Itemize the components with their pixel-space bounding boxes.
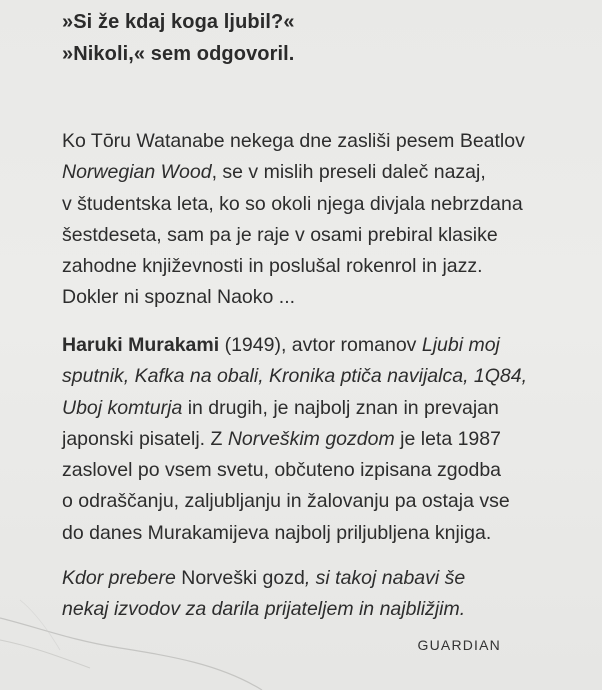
book-title: Norveški gozd — [181, 567, 305, 589]
quote-line: »Si že kdaj koga ljubil?« — [62, 11, 295, 33]
quote-line: »Nikoli,« sem odgovoril. — [62, 43, 295, 65]
book-titles: sputnik, Kafka na obali, Kronika ptiča navijalca, 1Q84, — [62, 365, 528, 388]
review-source: GUARDIAN — [417, 637, 501, 653]
author-paragraph — [62, 330, 527, 549]
text-line — [62, 361, 527, 392]
book-title: Ljubi moj — [421, 334, 500, 356]
text-line — [62, 393, 527, 424]
text-line — [62, 424, 527, 455]
text-line: Dokler ni spoznal Naoko ... — [62, 286, 296, 309]
text-fragment: Kdor prebere — [62, 567, 182, 589]
text-fragment: nekaj izvodov za darila prijateljem in najbližjim. — [62, 598, 466, 621]
text-fragment: (1949), avtor romanov — [219, 334, 422, 356]
book-title: Uboj komturja — [62, 396, 183, 419]
song-title: Norwegian Wood — [62, 161, 212, 184]
text-line: zahodne književnosti in poslušal rokenrol in jazz. — [62, 255, 483, 278]
text-line — [62, 157, 525, 188]
opening-quote — [62, 6, 295, 70]
text-line: o odraščanju, zaljubljanju in žalovanju pa ostaja vse — [62, 490, 510, 513]
text-line: šestdeseta, sam pa je raje v osami prebiral klasike — [62, 223, 498, 246]
text-line: do danes Murakamijeva najbolj priljubljena knjiga. — [62, 521, 492, 544]
text-fragment: , si takoj nabavi še — [304, 567, 466, 589]
text-line — [62, 330, 527, 361]
text-line — [62, 594, 465, 625]
text-fragment: in drugih, je najbolj znan in prevajan — [182, 396, 499, 419]
text-fragment: je leta 1987 — [394, 427, 501, 450]
text-fragment: , se v mislih preseli daleč nazaj, — [211, 161, 486, 184]
text-line: zaslovel po vsem svetu, občuteno izpisana zgodba — [62, 459, 502, 482]
book-title: Norveškim gozdom — [227, 427, 395, 450]
author-name: Haruki Murakami — [62, 334, 220, 356]
review-quote — [62, 563, 465, 626]
text-line: Ko Tōru Watanabe nekega dne zasliši pesem Beatlov — [62, 130, 525, 152]
text-line: v študentska leta, ko so okoli njega divjala nebrzdana — [62, 192, 523, 215]
synopsis-paragraph — [62, 126, 525, 314]
text-fragment: japonski pisatelj. Z — [62, 427, 228, 450]
text-line — [62, 563, 465, 594]
